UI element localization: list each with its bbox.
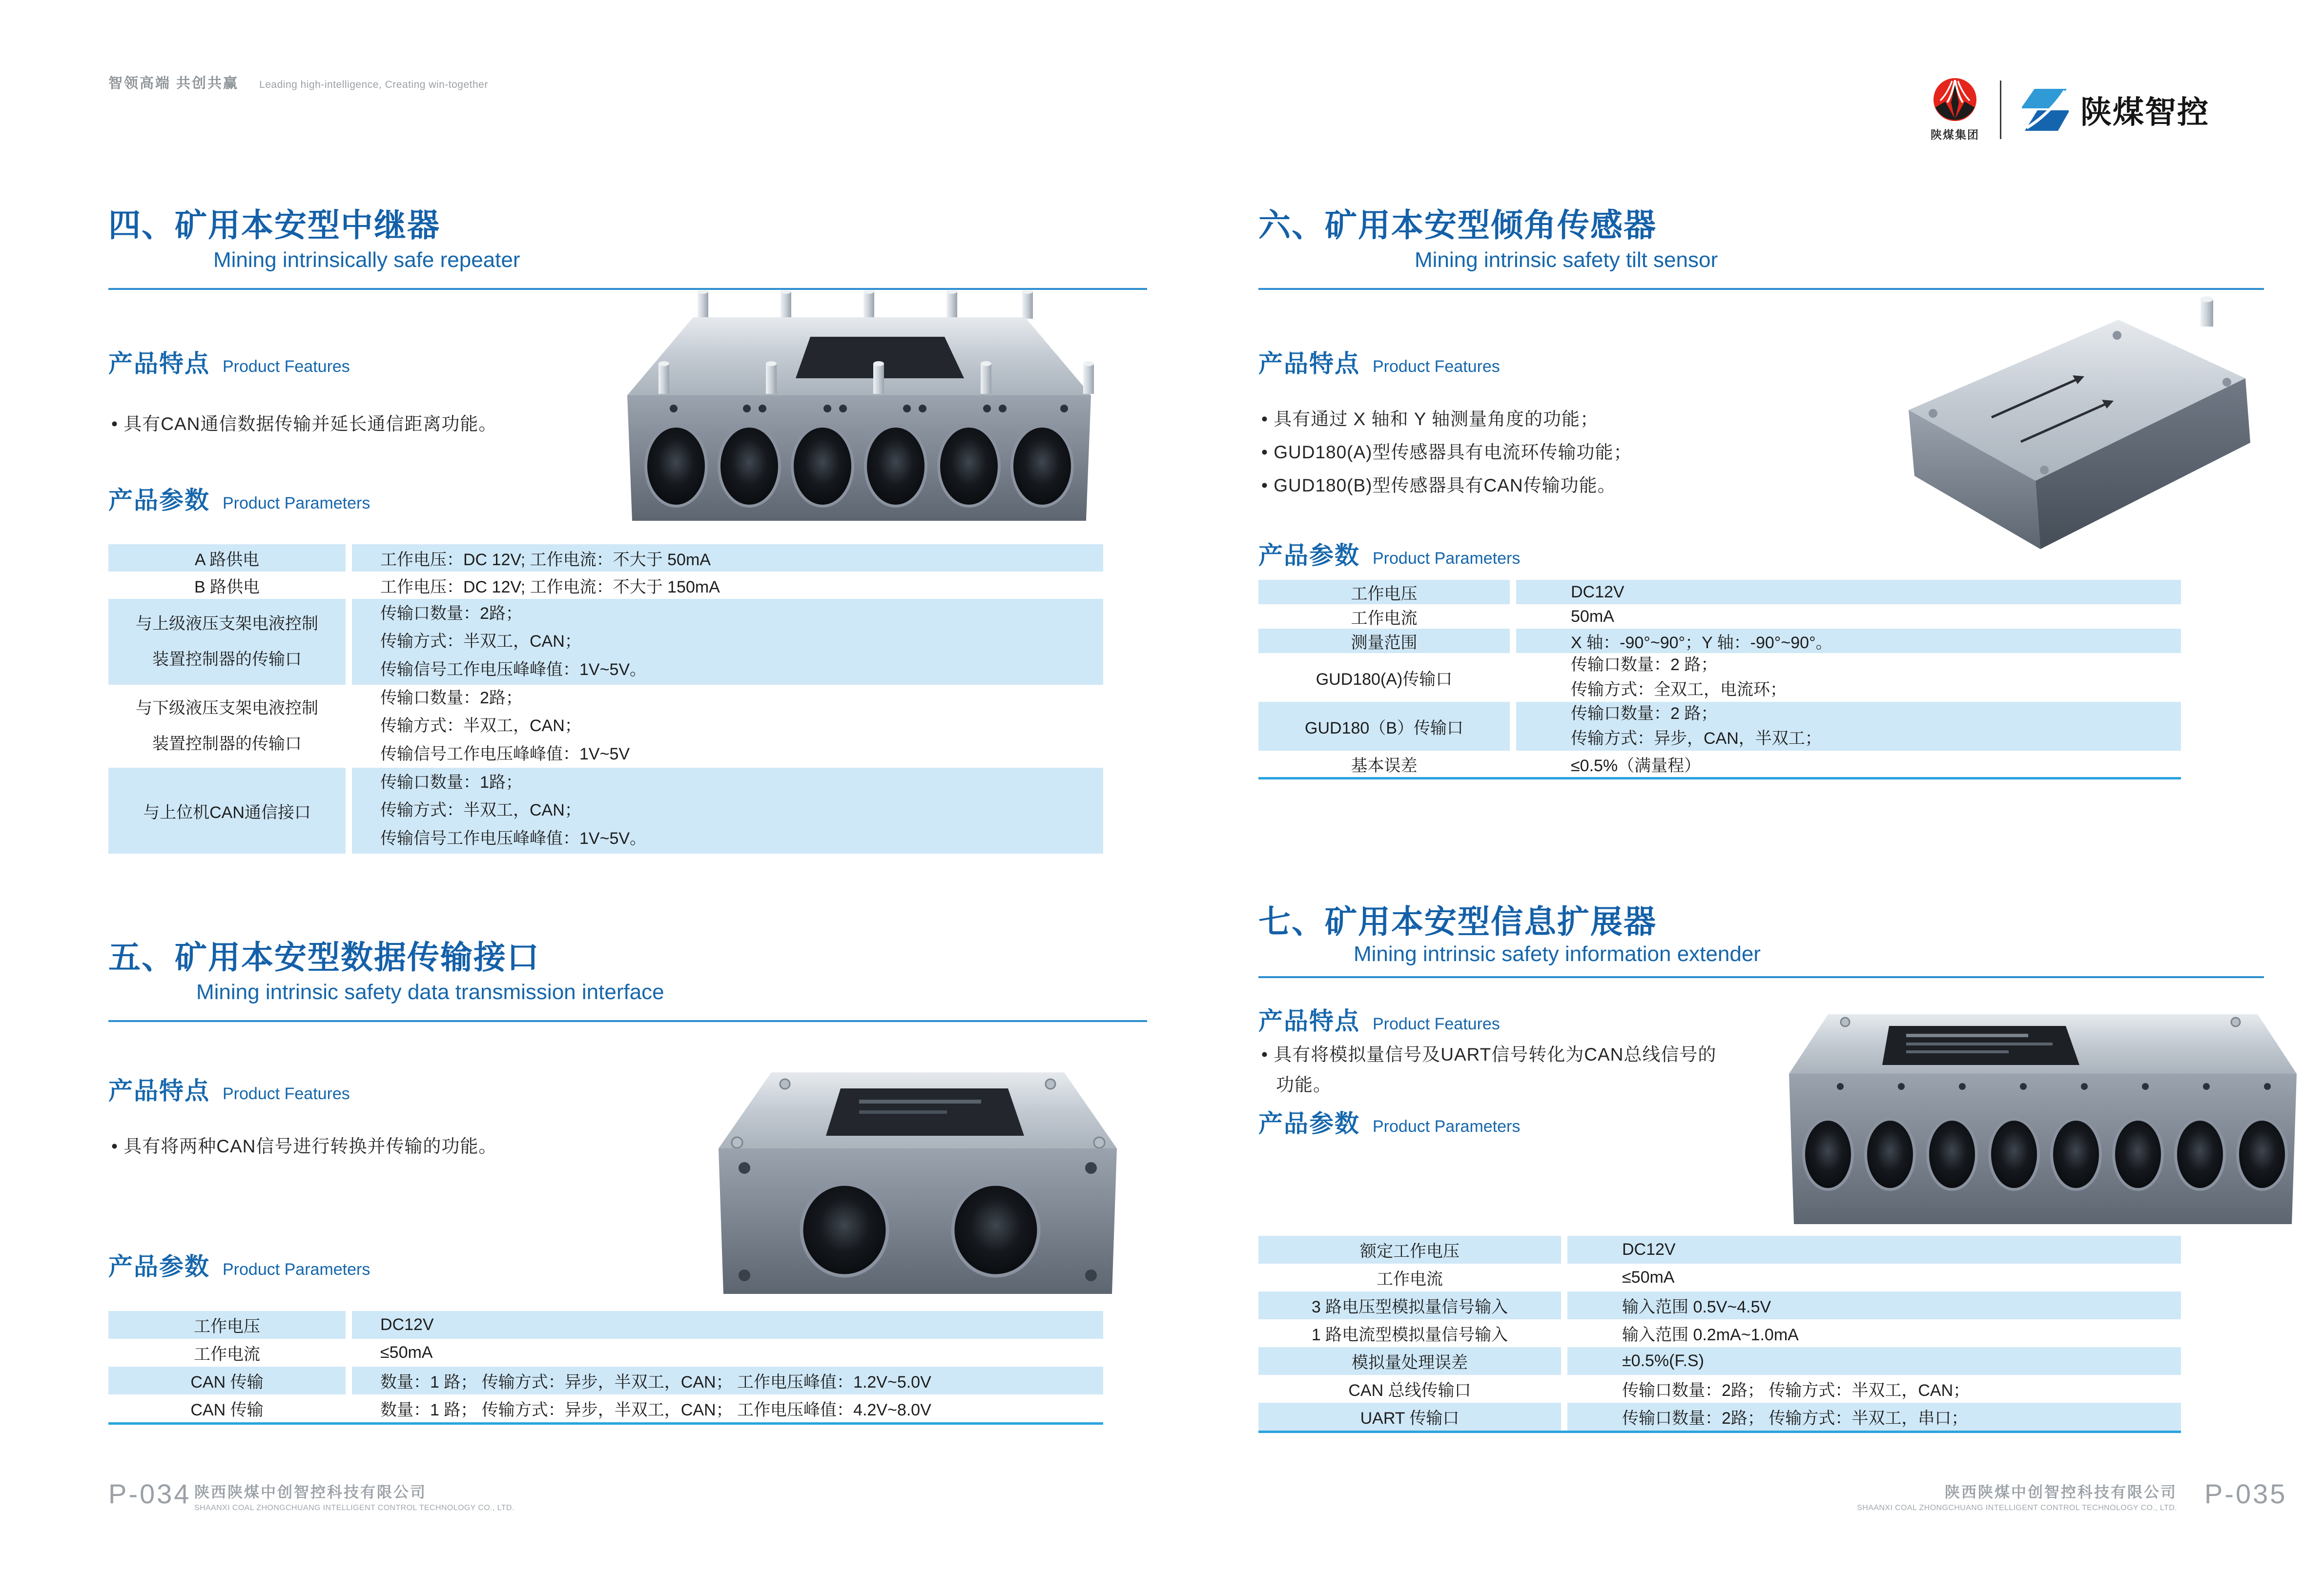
- section7-parameters-table: [1258, 1236, 2181, 1433]
- table-row: [1258, 1403, 2181, 1431]
- row-value: [1567, 1347, 2181, 1375]
- tilt-sensor-illustration: [1874, 286, 2270, 578]
- section7-title: 七、矿用本安型信息扩展器: [1258, 903, 1657, 940]
- table-row: [1258, 604, 2181, 629]
- row-value-text: ±0.5%(F.S): [1622, 1352, 1704, 1370]
- row-value-line: 传输口数量：2 路；: [1571, 704, 1718, 723]
- section7-features-heading: [1258, 1002, 1500, 1037]
- section5-parameters-table: [108, 1311, 1103, 1425]
- row-value-text: ≤50mA: [1622, 1268, 1675, 1287]
- row-label: 额定工作电压: [1258, 1236, 1561, 1264]
- brand-logo-text: 陕煤智控: [2080, 94, 2209, 130]
- table-row: [1258, 702, 2181, 751]
- section6-feature-2: • GUD180(A)型传感器具有电流环传输功能；: [1261, 442, 1632, 462]
- row-label: 工作电压: [108, 1311, 346, 1339]
- row-value-text: 工作电压：DC 12V; 工作电流：不大于 150mA: [380, 577, 720, 596]
- section4-features-heading: [108, 344, 350, 379]
- repeater-product-image: [600, 290, 1118, 527]
- params-heading-en: Product Parameters: [223, 494, 370, 512]
- row-value-text: ≤50mA: [380, 1343, 433, 1362]
- row-label: 工作电流: [108, 1339, 346, 1367]
- row-value-line: 传输方式：半双工，CAN；: [380, 801, 581, 820]
- table-row: [108, 685, 1103, 768]
- row-label: 工作电流: [1258, 1264, 1561, 1291]
- table-row: [1258, 1347, 2181, 1375]
- table-row: [108, 1311, 1103, 1339]
- row-label: CAN 传输: [108, 1367, 346, 1394]
- section7-feature-1-line2: 功能。: [1276, 1075, 1332, 1095]
- row-value: [1567, 1291, 2181, 1319]
- row-value-line: 传输口数量：2路；: [380, 604, 522, 623]
- row-value-text: 传输口数量：2路； 传输方式：半双工，CAN；: [1622, 1381, 1970, 1400]
- row-value: [352, 1339, 1103, 1367]
- section4-rule: [108, 288, 1147, 290]
- company-name-cn: 陕西陕煤中创智控科技有限公司: [194, 1484, 427, 1501]
- row-label: 测量范围: [1258, 629, 1510, 653]
- section7-rule: [1258, 976, 2264, 978]
- row-label: [108, 599, 346, 685]
- row-value-line: 传输方式：全双工，电流环；: [1571, 680, 1787, 699]
- row-value-text: 数量：1 路； 传输方式：异步，半双工，CAN； 工作电压峰值：4.2V~8.0V: [380, 1401, 931, 1419]
- features-heading-cn: 产品特点: [1258, 350, 1360, 377]
- row-label: GUD180(A)传输口: [1258, 653, 1510, 702]
- extender-product-image: [1767, 986, 2319, 1232]
- section7-params-heading: [1258, 1104, 1520, 1139]
- row-value: [352, 768, 1103, 854]
- features-heading-cn: 产品特点: [1258, 1007, 1360, 1035]
- row-value: [352, 1311, 1103, 1339]
- row-label: 1 路电流型模拟量信号输入: [1258, 1319, 1561, 1347]
- params-heading-cn: 产品参数: [1258, 542, 1360, 569]
- header-slogan-en: Leading high-intelligence, Creating win-together: [259, 79, 488, 90]
- section6-params-heading: [1258, 536, 1520, 571]
- row-value-line: 传输方式：半双工，CAN；: [380, 632, 581, 651]
- features-heading-en: Product Features: [223, 1085, 350, 1103]
- section4-subtitle: Mining intrinsically safe repeater: [213, 248, 520, 272]
- row-label-line: 装置控制器的传输口: [152, 735, 302, 753]
- table-row: [1258, 580, 2181, 604]
- row-value-text: ≤0.5%（满量程）: [1571, 756, 1701, 775]
- section4-title: 四、矿用本安型中继器: [108, 207, 440, 243]
- row-value-text: 数量：1 路； 传输方式：异步，半双工，CAN； 工作电压峰值：1.2V~5.0V: [380, 1373, 931, 1392]
- table-row: [108, 1367, 1103, 1394]
- section4-params-heading: [108, 481, 370, 516]
- row-label: 3 路电压型模拟量信号输入: [1258, 1291, 1561, 1319]
- row-value: [1567, 1403, 2181, 1431]
- row-label: B 路供电: [108, 572, 346, 599]
- header-slogan: [108, 72, 488, 92]
- params-heading-cn: 产品参数: [108, 1253, 210, 1280]
- params-heading-cn: 产品参数: [108, 487, 210, 514]
- section4-parameters-table: [108, 544, 1103, 854]
- row-value-text: 输入范围 0.2mA~1.0mA: [1622, 1326, 1799, 1344]
- tilt-sensor-product-image: [1874, 286, 2270, 581]
- row-value-line: 传输信号工作电压峰峰值：1V~5V。: [380, 829, 647, 848]
- row-label-line: 与上级液压支架电液控制: [136, 614, 318, 633]
- section5-subtitle: Mining intrinsic safety data transmission interface: [196, 980, 664, 1004]
- company-name-en: SHAANXI COAL ZHONGCHUANG INTELLIGENT CONTROL TECHNOLOGY CO., LTD.: [194, 1504, 514, 1512]
- row-value-text: 工作电压：DC 12V; 工作电流：不大于 50mA: [380, 550, 711, 569]
- table-row: [1258, 653, 2181, 702]
- row-label: 工作电流: [1258, 604, 1510, 629]
- section7-feature-1-line1: • 具有将模拟量信号及UART信号转化为CAN总线信号的: [1261, 1045, 1717, 1065]
- row-label: CAN 传输: [108, 1394, 346, 1422]
- extender-illustration: [1767, 986, 2319, 1230]
- header-slogan-cn: 智领高端 共创共赢: [108, 76, 239, 91]
- section5-feature-1: • 具有将两种CAN信号进行转换并传输的功能。: [111, 1136, 497, 1156]
- row-label: UART 传输口: [1258, 1403, 1561, 1431]
- row-value: [352, 544, 1103, 572]
- section5-params-heading: [108, 1247, 370, 1282]
- row-value: [1567, 1375, 2181, 1403]
- row-value: [1516, 702, 2181, 751]
- left-page-number: P-034: [108, 1478, 191, 1509]
- row-label: 工作电压: [1258, 580, 1510, 604]
- features-heading-en: Product Features: [1373, 357, 1500, 376]
- table-row: [1258, 1375, 2181, 1403]
- group-logo-block: [1931, 77, 1979, 142]
- section5-features-heading: [108, 1071, 350, 1106]
- row-label: CAN 总线传输口: [1258, 1375, 1561, 1403]
- shaanxi-coal-group-logo-icon: [1933, 77, 1977, 122]
- data-interface-product-image: [698, 1042, 1137, 1308]
- row-label: [108, 685, 346, 768]
- company-name-en: SHAANXI COAL ZHONGCHUANG INTELLIGENT CONTROL TECHNOLOGY CO., LTD.: [1857, 1504, 2177, 1512]
- section7-subtitle: Mining intrinsic safety information extender: [1354, 942, 1761, 966]
- section6-feature-3: • GUD180(B)型传感器具有CAN传输功能。: [1261, 475, 1616, 495]
- section6-title: 六、矿用本安型倾角传感器: [1258, 207, 1657, 243]
- row-label: 基本误差: [1258, 751, 1510, 777]
- row-value: [1516, 580, 2181, 604]
- features-heading-cn: 产品特点: [108, 350, 210, 377]
- params-heading-en: Product Parameters: [1373, 1117, 1521, 1136]
- table-row: [108, 768, 1103, 854]
- table-row: [1258, 1236, 2181, 1264]
- params-heading-en: Product Parameters: [223, 1260, 370, 1279]
- table-row: [1258, 1291, 2181, 1319]
- row-label: A 路供电: [108, 544, 346, 572]
- row-label: 与上位机CAN通信接口: [108, 768, 346, 854]
- row-label-line: 装置控制器的传输口: [152, 650, 302, 669]
- table-bottom-line: [1258, 1431, 2181, 1433]
- params-heading-en: Product Parameters: [1373, 549, 1521, 568]
- table-row: [108, 1394, 1103, 1422]
- table-row: [108, 1339, 1103, 1367]
- section5-title: 五、矿用本安型数据传输接口: [108, 939, 540, 975]
- repeater-top-pins-back: [698, 290, 1033, 319]
- table-row: [1258, 629, 2181, 653]
- table-bottom-line: [1258, 777, 2181, 779]
- section6-subtitle: Mining intrinsic safety tilt sensor: [1415, 248, 1718, 272]
- table-row: [1258, 1319, 2181, 1347]
- left-footer-company: [194, 1480, 514, 1513]
- row-value: [352, 599, 1103, 685]
- data-interface-illustration: [698, 1042, 1137, 1306]
- row-value-line: 传输信号工作电压峰峰值：1V~5V: [380, 744, 630, 763]
- features-heading-en: Product Features: [223, 357, 350, 376]
- row-value-text: DC12V: [1571, 582, 1625, 601]
- row-value-line: 传输口数量：1路；: [380, 773, 522, 792]
- row-value-text: DC12V: [1622, 1240, 1676, 1259]
- repeater-illustration: [600, 290, 1118, 525]
- section6-parameters-table: [1258, 580, 2181, 779]
- row-value: [352, 572, 1103, 599]
- row-value: [1516, 653, 2181, 702]
- table-row: [1258, 751, 2181, 777]
- row-value: [1516, 751, 2181, 777]
- row-value-text: 传输口数量：2路； 传输方式：半双工，串口；: [1622, 1409, 1968, 1428]
- right-footer-company: [1591, 1480, 2177, 1513]
- table-bottom-line: [108, 1422, 1103, 1425]
- smart-control-logo-icon: [2022, 83, 2069, 137]
- row-value: [1567, 1264, 2181, 1291]
- row-value: [1567, 1319, 2181, 1347]
- table-row: [1258, 1264, 2181, 1291]
- row-label-line: 与下级液压支架电液控制: [136, 698, 318, 717]
- logo-divider: [2000, 81, 2001, 139]
- row-value: [1567, 1236, 2181, 1264]
- right-page-number: P-035: [2204, 1478, 2287, 1509]
- section6-features-heading: [1258, 344, 1500, 379]
- company-name-cn: 陕西陕煤中创智控科技有限公司: [1945, 1484, 2177, 1501]
- row-value-text: 输入范围 0.5V~4.5V: [1622, 1298, 1771, 1316]
- row-value: [1516, 629, 2181, 653]
- row-value: [1516, 604, 2181, 629]
- row-value-line: 传输口数量：2路；: [380, 689, 522, 708]
- params-heading-cn: 产品参数: [1258, 1110, 1360, 1137]
- table-row: [108, 544, 1103, 572]
- table-row: [108, 572, 1103, 599]
- row-value-text: DC12V: [380, 1315, 434, 1334]
- section6-feature-1: • 具有通过 X 轴和 Y 轴测量角度的功能；: [1261, 409, 1599, 429]
- row-value-line: 传输信号工作电压峰峰值：1V~5V。: [380, 660, 647, 679]
- group-logo-text: 陕煤集团: [1931, 128, 1979, 141]
- row-value: [352, 1367, 1103, 1394]
- row-value-line: 传输方式：半双工，CAN；: [380, 717, 581, 736]
- table-row: [108, 599, 1103, 685]
- row-value-line: 传输方式：异步，CAN，半双工；: [1571, 729, 1822, 748]
- row-value: [352, 1394, 1103, 1422]
- section5-rule: [108, 1020, 1147, 1022]
- row-value-text: 50mA: [1571, 607, 1614, 626]
- features-heading-en: Product Features: [1373, 1015, 1500, 1033]
- row-label: 模拟量处理误差: [1258, 1347, 1561, 1375]
- header-logos: [1931, 77, 2209, 142]
- row-value-text: X 轴：-90°~90°；Y 轴：-90°~90°。: [1571, 633, 1832, 652]
- row-label: GUD180（B）传输口: [1258, 702, 1510, 751]
- row-value: [352, 685, 1103, 768]
- row-value-line: 传输口数量：2 路；: [1571, 655, 1718, 674]
- section4-feature-1: • 具有CAN通信数据传输并延长通信距离功能。: [111, 414, 497, 434]
- features-heading-cn: 产品特点: [108, 1077, 210, 1105]
